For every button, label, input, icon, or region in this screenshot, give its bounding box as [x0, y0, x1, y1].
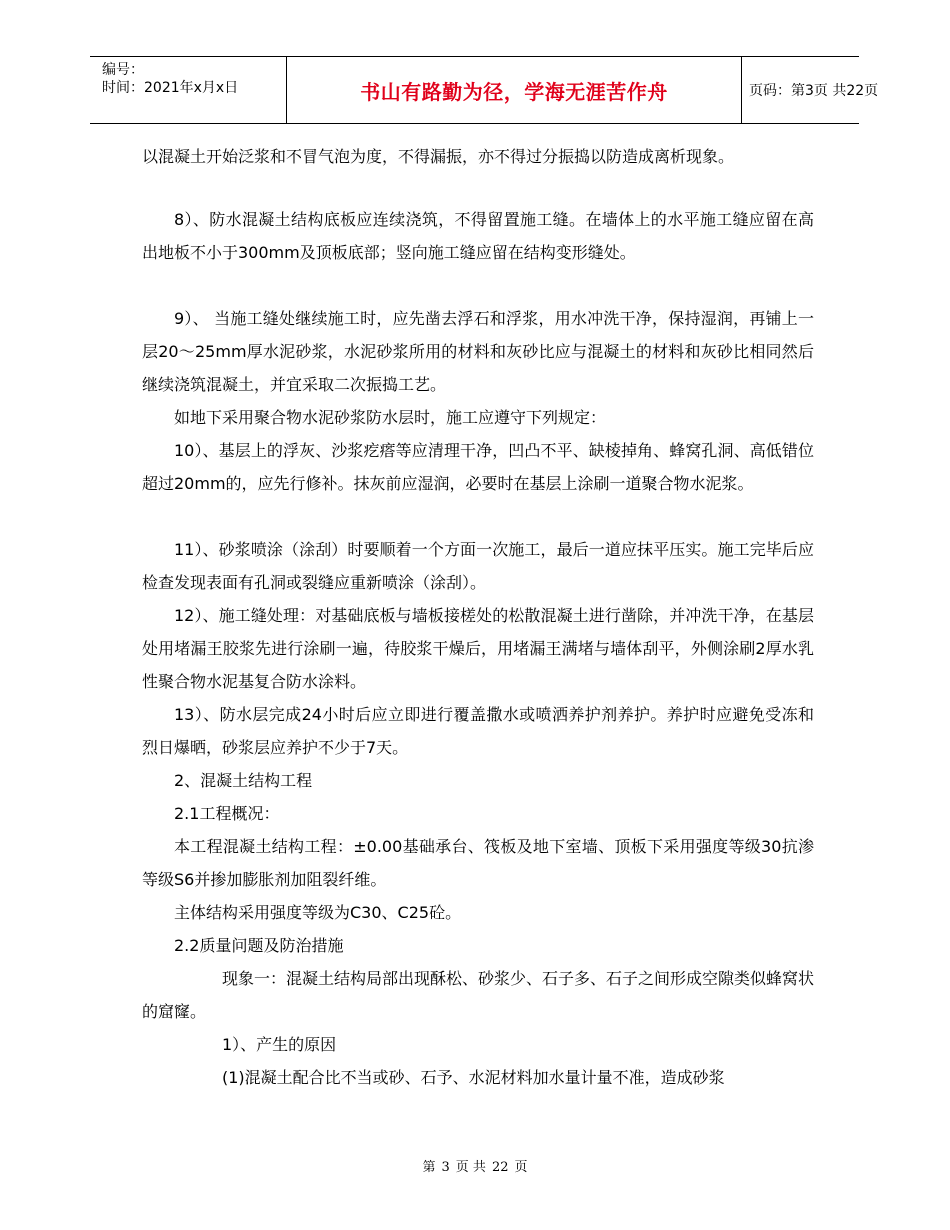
paragraph: (1)混凝土配合比不当或砂、石予、水泥材料加水量计量不准，造成砂浆: [222, 1068, 725, 1087]
section-heading: 2、混凝土结构工程: [174, 771, 313, 790]
footer-total-pages: 22: [491, 1160, 509, 1175]
header-page-cell: [741, 57, 879, 123]
footer-suffix: 页: [514, 1160, 528, 1175]
footer-mid: 页 共: [455, 1160, 486, 1175]
header-meta-cell: [90, 57, 286, 123]
header-motto: 书山有路勤为径，学海无涯苦作舟: [360, 79, 668, 104]
paragraph: 8）、防水混凝土结构底板应连续浇筑，不得留置施工缝。在墙体上的水平施工缝应留在高出地板不小于300mm及顶板底部；竖向施工缝应留在结构变形缝处。: [142, 210, 814, 262]
header-page-info: 页码：第3页 共22页: [749, 83, 879, 99]
footer-prefix: 第: [422, 1160, 436, 1175]
list-heading: 1）、产生的原因: [222, 1035, 337, 1054]
paragraph: 如地下采用聚合物水泥砂浆防水层时，施工应遵守下列规定：: [174, 408, 607, 427]
paragraph: 现象一：混凝土结构局部出现酥松、砂浆少、石子多、石子之间形成空隙类似蜂窝状的窟窿。: [142, 969, 815, 1021]
paragraph: 13）、防水层完成24小时后应立即进行覆盖撒水或喷洒养护剂养护。养护时应避免受冻和烈日爆晒，砂浆层应养护不少于7天。: [142, 705, 814, 757]
paragraph: 12）、施工缝处理：对基础底板与墙板接槎处的松散混凝土进行凿除，并冲洗干净，在基层处用堵漏王胶浆先进行涂刷一遍，待胶浆干燥后，用堵漏王满堵与墙体刮平，外侧涂刷2厚水乳性聚合物水泥基复合防水涂料。: [142, 606, 814, 691]
footer-page-number: 3: [441, 1160, 450, 1175]
paragraph: 主体结构采用强度等级为C30、C25砼。: [174, 903, 462, 922]
subsection-heading: 2.2质量问题及防治措施: [174, 936, 344, 955]
paragraph: 本工程混凝土结构工程：±0.00基础承台、筏板及地下室墙、顶板下采用强度等级30抗渗等级S6并掺加膨胀剂加阻裂纤维。: [142, 837, 814, 889]
paragraph: 11）、砂浆喷涂（涂刮）时要顺着一个方面一次施工，最后一道应抹平压实。施工完毕后应检查发现表面有孔洞或裂缝应重新喷涂（涂刮）。: [142, 540, 814, 592]
serial-number-label: 编号：: [102, 62, 144, 78]
paragraph: 9）、 当施工缝处继续施工时，应先凿去浮石和浮浆，用水冲洗干净，保持湿润，再铺上一层20～25mm厚水泥砂浆，水泥砂浆所用的材料和灰砂比应与混凝土的材料和灰砂比相同然后继续浇筑混凝土，并宜采取二次振捣工艺。: [142, 309, 814, 394]
page-header: [90, 56, 879, 124]
paragraph: 以混凝土开始泛浆和不冒气泡为度，不得漏振，亦不得过分振捣以防造成离析现象。: [142, 147, 735, 166]
subsection-heading: 2.1工程概况：: [174, 804, 280, 823]
page-footer: [0, 1156, 950, 1175]
time-label: 时间：2021年x月x日: [102, 80, 239, 96]
paragraph: 10）、基层上的浮灰、沙浆疙瘩等应清理干净，凹凸不平、缺棱掉角、蜂窝孔洞、高低错位超过20mm的，应先行修补。抹灰前应湿润，必要时在基层上涂刷一道聚合物水泥浆。: [142, 441, 814, 493]
header-motto-cell: [286, 57, 742, 123]
